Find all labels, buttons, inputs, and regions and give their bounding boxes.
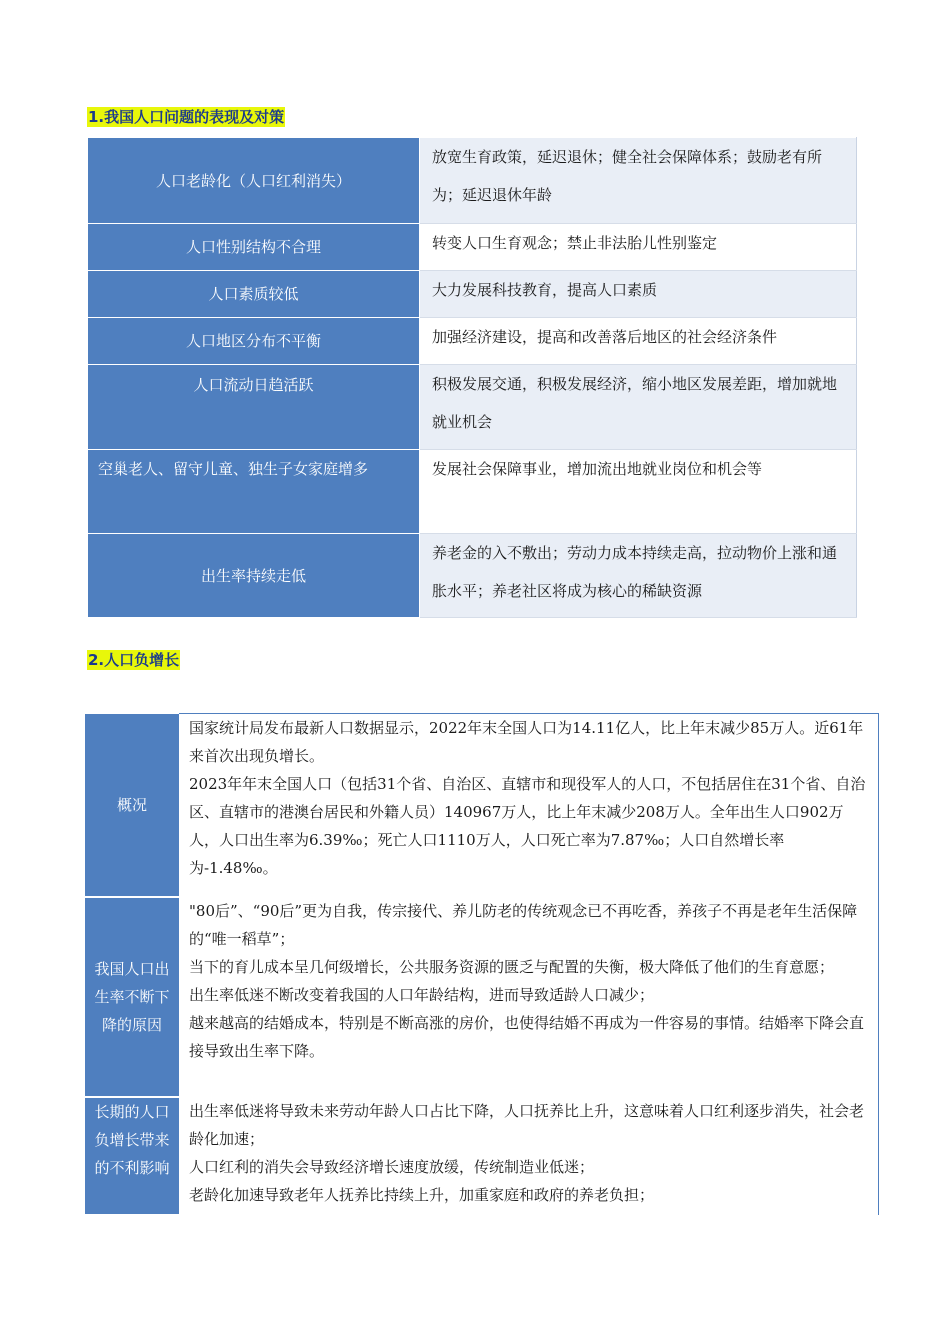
negative-growth-table: [85, 713, 879, 1216]
table-row: [88, 365, 857, 450]
paragraph: 2023年年末全国人口（包括31个省、自治区、直辖市和现役军人的人口，不包括居住在31个省、自治区、直辖市的港澳台居民和外籍人员）140967万人，比上年末减少208万人。全年出生人口902万人，人口出生率为6.39‰；死亡人口1110万人，人口死亡率为7.87‰；人口自然增长率为-1.48‰。: [189, 775, 866, 877]
table-row: [88, 450, 857, 534]
table-row: [88, 318, 857, 365]
row-content: [179, 897, 879, 1097]
problem-cell: 人口地区分布不平衡: [88, 318, 420, 365]
table-row: [88, 534, 857, 618]
measure-cell: 转变人口生育观念；禁止非法胎儿性别鉴定: [420, 224, 857, 271]
paragraph: 老龄化加速导致老年人抚养比持续上升，加重家庭和政府的养老负担；: [189, 1185, 655, 1204]
paragraph: 越来越高的结婚成本，特别是不断高涨的房价，也使得结婚不再成为一件容易的事情。结婚率下降会直接导致出生率下降。: [189, 1013, 865, 1060]
problem-cell: 空巢老人、留守儿童、独生子女家庭增多: [88, 450, 420, 534]
table-row: [88, 271, 857, 318]
table-row: [85, 897, 879, 1097]
table-row: [85, 1097, 879, 1215]
problem-cell: 出生率持续走低: [88, 534, 420, 618]
row-label: 概况: [85, 714, 179, 897]
measure-cell: 养老金的入不敷出；劳动力成本持续走高，拉动物价上涨和通胀水平；养老社区将成为核心的稀缺资源: [420, 534, 857, 618]
table-row: [85, 714, 879, 897]
measure-cell: 积极发展交通，积极发展经济，缩小地区发展差距，增加就地就业机会: [420, 365, 857, 450]
paragraph: 人口红利的消失会导致经济增长速度放缓，传统制造业低迷；: [189, 1157, 595, 1176]
paragraph: 当下的育儿成本呈几何级增长，公共服务资源的匮乏与配置的失衡，极大降低了他们的生育意愿；: [189, 957, 835, 976]
measure-cell: 大力发展科技教育，提高人口素质: [420, 271, 857, 318]
measure-cell: 放宽生育政策，延迟退休；健全社会保障体系；鼓励老有所为；延迟退休年龄: [420, 138, 857, 224]
problem-cell: 人口流动日趋活跃: [88, 365, 420, 450]
measure-cell: 加强经济建设，提高和改善落后地区的社会经济条件: [420, 318, 857, 365]
measure-cell: 发展社会保障事业，增加流出地就业岗位和机会等: [420, 450, 857, 534]
row-content: [179, 1097, 879, 1215]
problem-cell: 人口素质较低: [88, 271, 420, 318]
section1-heading: 1.我国人口问题的表现及对策: [88, 108, 285, 126]
table-row: [88, 138, 857, 224]
population-problems-table: [87, 137, 857, 618]
paragraph: 国家统计局发布最新人口数据显示，2022年末全国人口为14.11亿人，比上年末减少85万人。近61年来首次出现负增长。: [189, 719, 864, 765]
row-label: 长期的人口负增长带来的不利影响: [85, 1097, 179, 1215]
paragraph: 出生率低迷将导致未来劳动年龄人口占比下降，人口抚养比上升，这意味着人口红利逐步消失，社会老龄化加速；: [189, 1101, 865, 1148]
table-row: [88, 224, 857, 271]
paragraph: "80后”、“90后”更为自我，传宗接代、养儿防老的传统观念已不再吃香，养孩子不再是老年生活保障的“唯一稻草”；: [189, 901, 858, 948]
problem-cell: 人口老龄化（人口红利消失）: [88, 138, 420, 224]
paragraph: 出生率低迷不断改变着我国的人口年龄结构，进而导致适龄人口减少；: [189, 985, 655, 1004]
problem-cell: 人口性别结构不合理: [88, 224, 420, 271]
row-label: 我国人口出生率不断下降的原因: [85, 897, 179, 1097]
row-content: [179, 714, 879, 897]
section2-heading: 2.人口负增长: [88, 651, 180, 669]
